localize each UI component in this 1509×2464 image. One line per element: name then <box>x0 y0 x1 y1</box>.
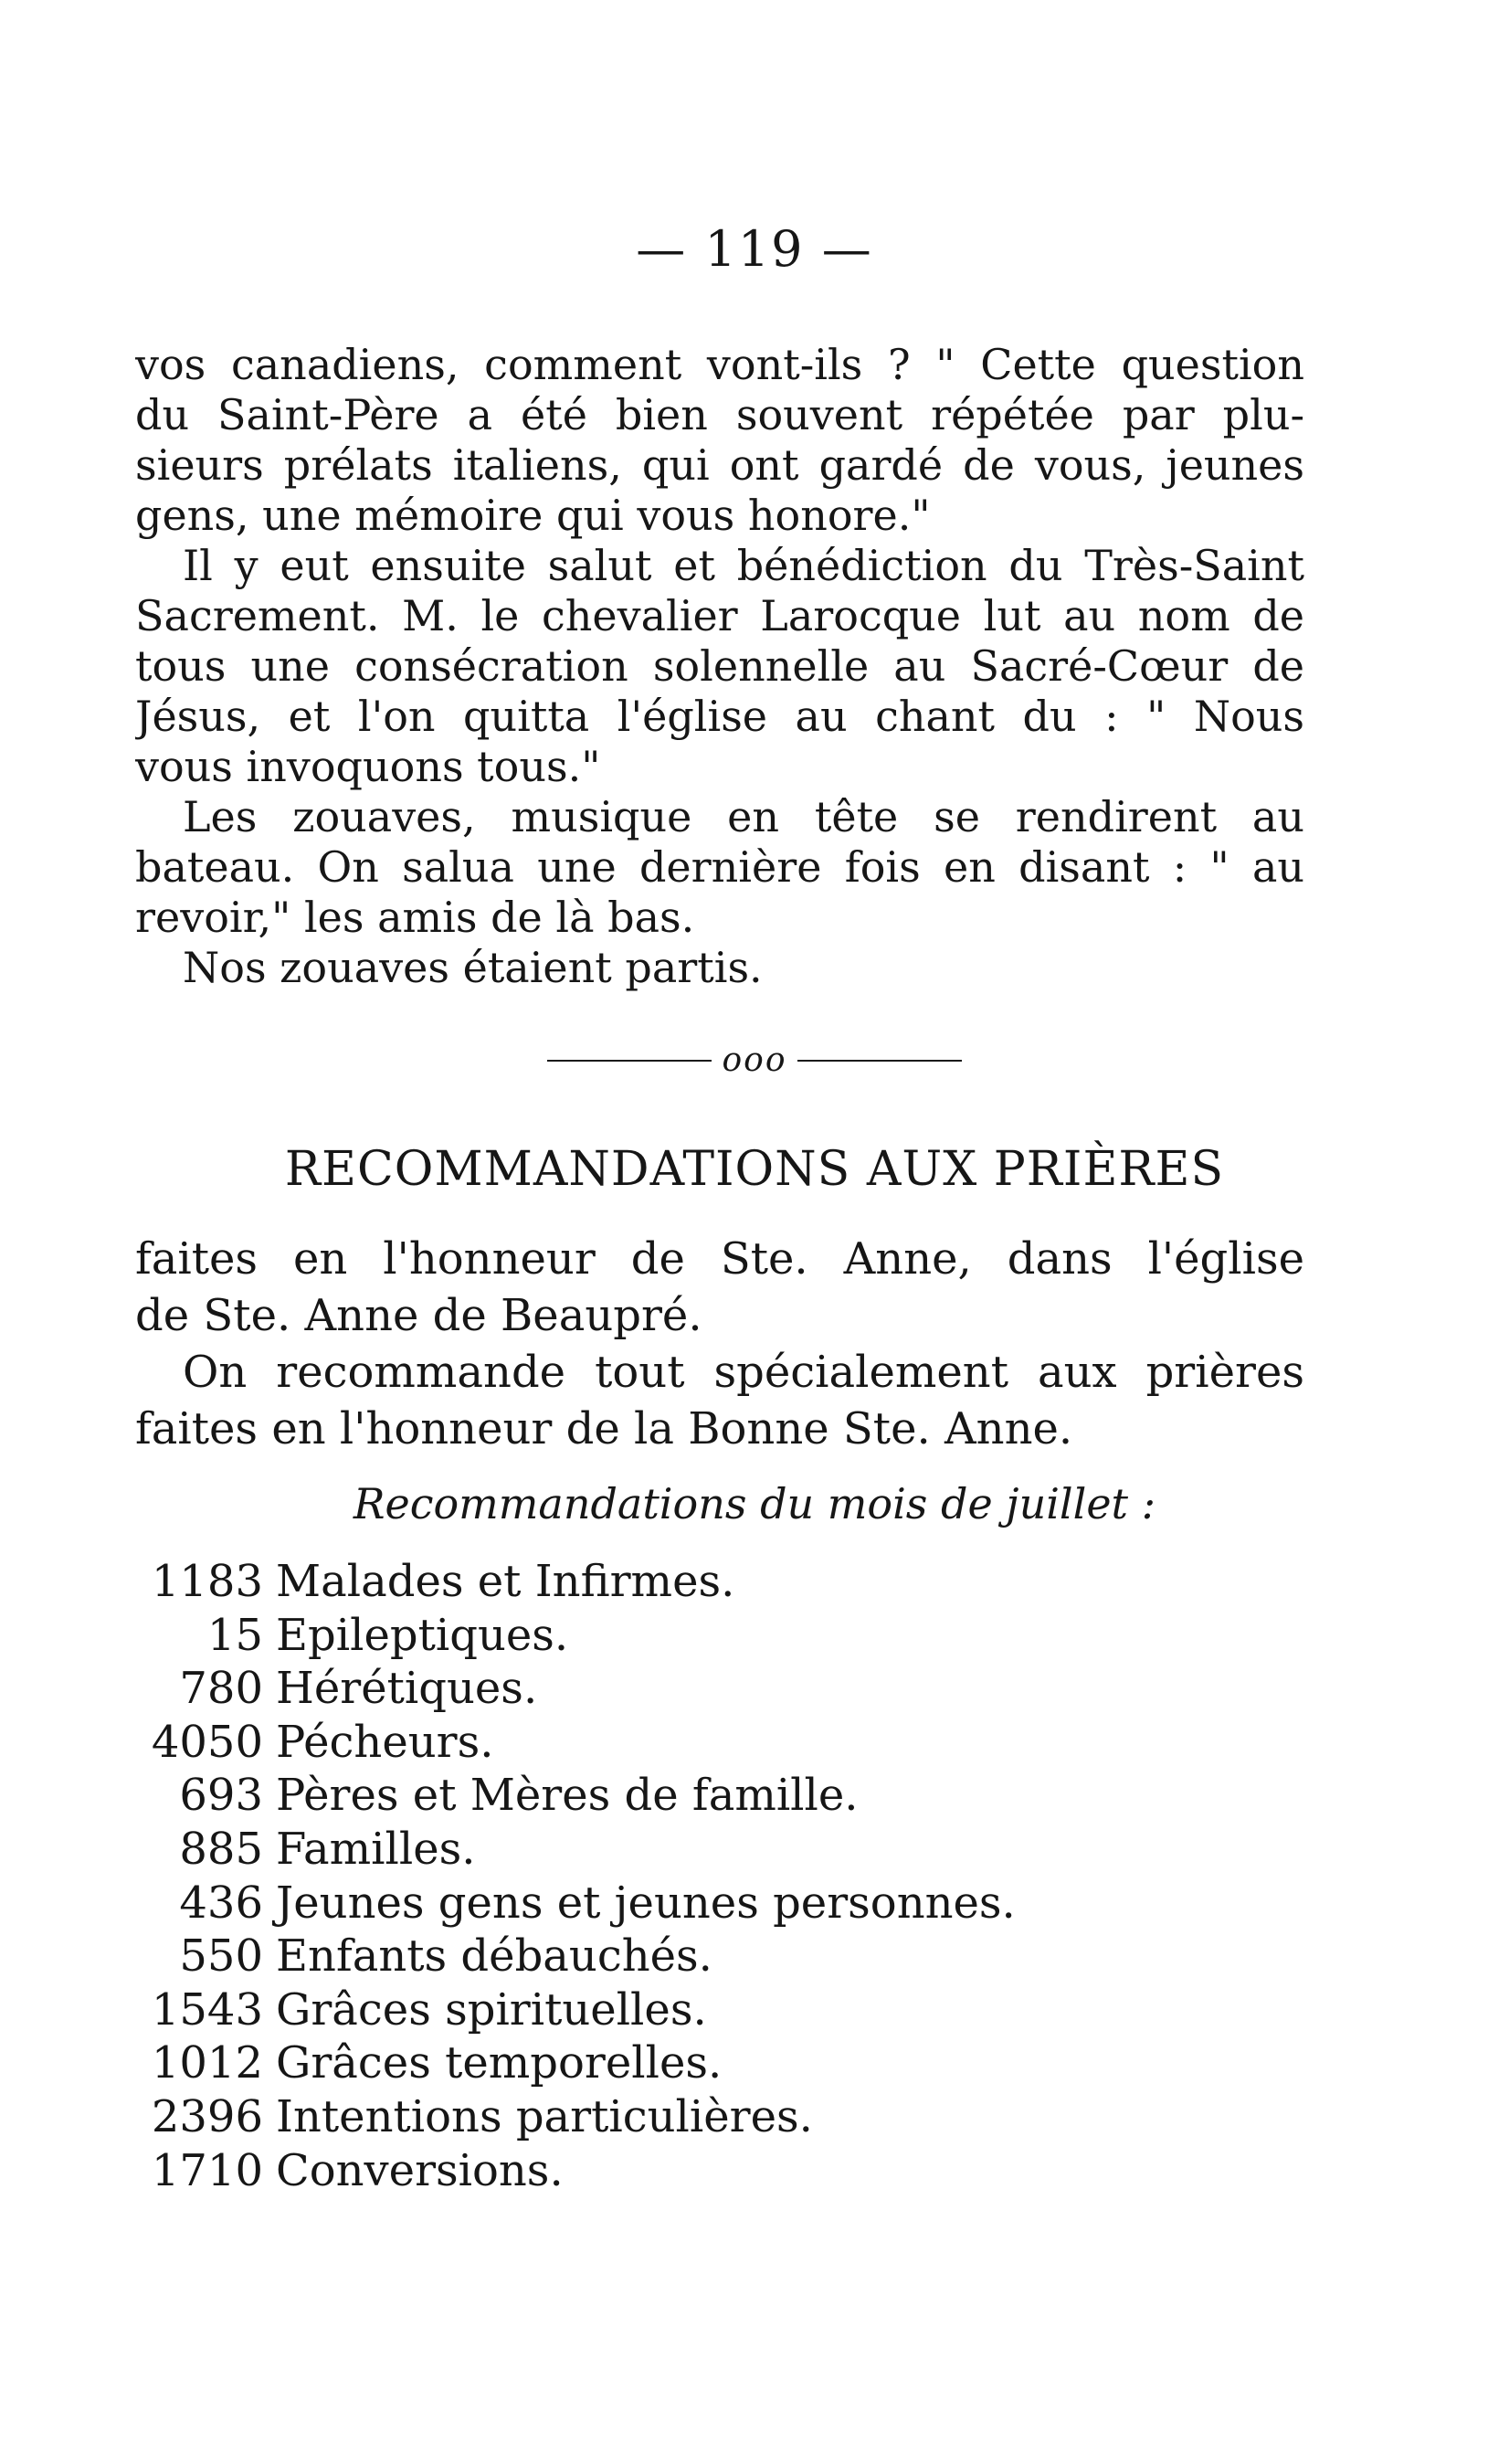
prose-line: bateau. On salua une dernière fois en disant : " au <box>135 842 1304 892</box>
list-item <box>135 1555 1323 1609</box>
item-label: Enfants débauchés. <box>276 1930 712 1983</box>
prose-paragraphs <box>135 340 1304 993</box>
prose-line: revoir," les amis de là bas. <box>135 893 695 942</box>
list-item <box>135 1930 1323 1983</box>
month-subheading: Recommandations du mois de juillet : <box>353 1479 1156 1528</box>
separator-rule-right <box>797 1060 962 1062</box>
item-label: Grâces spirituelles. <box>276 1983 707 2036</box>
item-count: 4050 <box>151 1716 263 1768</box>
item-count: 1543 <box>151 1983 263 2036</box>
prose-line: Les zouaves, musique en tête se rendirent au <box>183 792 1304 841</box>
item-label: Malades et Infirmes. <box>276 1556 735 1607</box>
list-item <box>135 2036 1323 2090</box>
prose-line: Sacrement. M. le chevalier Larocque lut au nom de <box>135 591 1304 640</box>
intro-line: faites en l'honneur de Ste. Anne, dans l'église <box>135 1233 1304 1285</box>
list-item <box>135 1983 1323 2037</box>
section-title: RECOMMANDATIONS AUX PRIÈRES <box>284 1142 1225 1197</box>
list-item <box>135 1662 1323 1716</box>
item-count: 780 <box>179 1663 263 1715</box>
prose-line: tous une consécration solennelle au Sacré-Cœur de <box>135 641 1304 691</box>
intro-line: de Ste. Anne de Beaupré. <box>135 1290 702 1341</box>
item-count: 436 <box>179 1877 263 1929</box>
intro-line: On recommande tout spécialement aux prières <box>183 1347 1304 1398</box>
prose-line: Nos zouaves étaient partis. <box>183 943 763 992</box>
item-count: 2396 <box>151 2090 263 2142</box>
list-item <box>135 1769 1323 1823</box>
list-item <box>135 2090 1323 2144</box>
item-label: Jeunes gens et jeunes personnes. <box>276 1877 1016 1929</box>
item-label: Familles. <box>276 1823 476 1875</box>
recommendations-list <box>135 1555 1323 2197</box>
list-item <box>135 1609 1323 1663</box>
prose-line: Jésus, et l'on quitta l'église au chant du : " Nous <box>135 692 1304 741</box>
separator-rule-left <box>547 1060 712 1062</box>
prose-line: Il y eut ensuite salut et bénédiction du Très-Saint <box>183 541 1304 590</box>
list-item <box>135 1823 1323 1877</box>
prose-line: vous invoquons tous." <box>135 742 601 791</box>
intro-paragraphs <box>135 1231 1304 1457</box>
item-label: Hérétiques. <box>276 1663 538 1715</box>
item-label: Intentions particulières. <box>276 2090 813 2142</box>
prose-line: vos canadiens, comment vont-ils ? " Cette question <box>135 340 1304 389</box>
item-label: Epileptiques. <box>276 1609 569 1661</box>
item-label: Pères et Mères de famille. <box>276 1770 859 1822</box>
separator-mark: ooo <box>722 1042 787 1079</box>
item-count: 1710 <box>151 2144 263 2196</box>
item-count: 550 <box>179 1930 263 1983</box>
prose-line: sieurs prélats italiens, qui ont gardé de vous, jeunes <box>135 440 1304 490</box>
list-item <box>135 1877 1323 1930</box>
item-label: Pécheurs. <box>276 1716 494 1768</box>
page-number: — 119 — <box>636 220 873 278</box>
prose-line: gens, une mémoire qui vous honore." <box>135 491 931 540</box>
section-separator <box>0 1042 1509 1096</box>
item-count: 693 <box>179 1770 263 1822</box>
item-count: 1012 <box>151 2037 263 2089</box>
item-count: 15 <box>206 1609 263 1661</box>
prose-line: du Saint-Père a été bien souvent répétée par plu- <box>135 390 1304 439</box>
item-count: 885 <box>179 1823 263 1875</box>
item-label: Grâces temporelles. <box>276 2037 723 2089</box>
list-item <box>135 2144 1323 2198</box>
item-count: 1183 <box>151 1556 263 1607</box>
item-label: Conversions. <box>276 2144 564 2196</box>
list-item <box>135 1716 1323 1770</box>
intro-line: faites en l'honneur de la Bonne Ste. Anne. <box>135 1403 1073 1454</box>
